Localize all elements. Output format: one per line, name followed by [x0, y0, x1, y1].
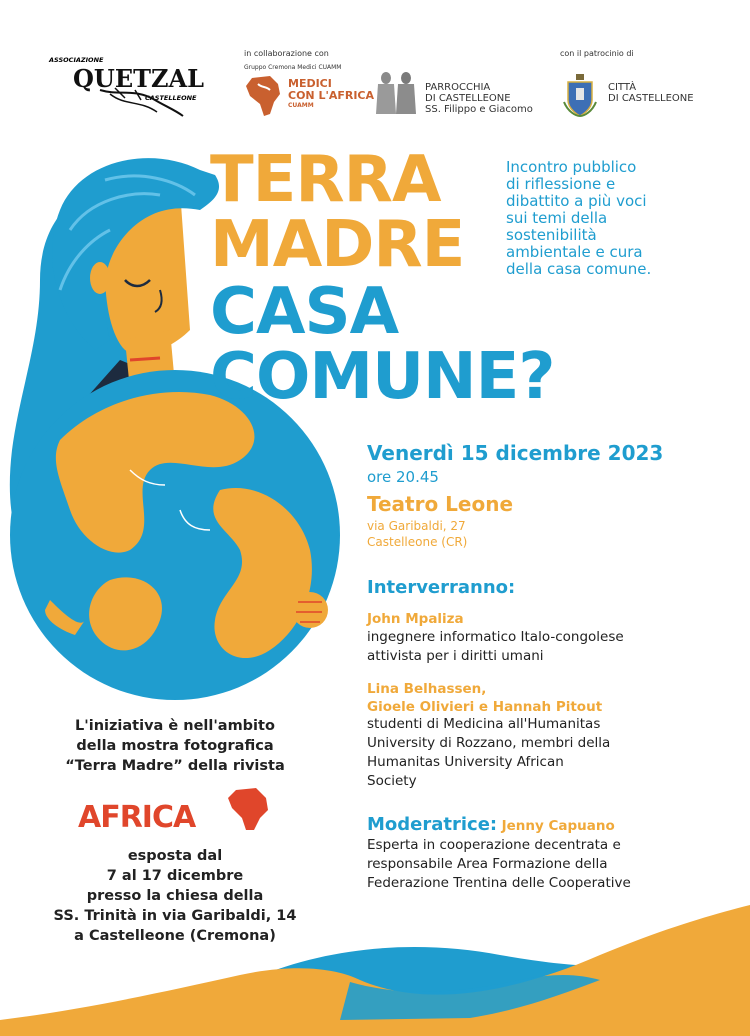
- address-line1: via Garibaldi, 27: [367, 519, 466, 533]
- parrocchia-line2: DI CASTELLEONE: [425, 93, 511, 104]
- subtitle-line: Incontro pubblico: [506, 158, 637, 176]
- event-date: Venerdì 15 dicembre 2023: [367, 441, 664, 465]
- speaker-desc: [367, 715, 610, 791]
- title-line2: MADRE: [210, 208, 465, 282]
- speaker-names-group: [367, 680, 602, 716]
- subtitle-line: di riflessione e: [506, 175, 616, 193]
- exhibit-details-line: SS. Trinità in via Garibaldi, 14: [53, 908, 297, 924]
- africa-magazine-name: AFRICA: [78, 800, 196, 835]
- subtitle-line: della casa comune.: [506, 260, 652, 278]
- africa-continent-icon: [228, 786, 272, 832]
- medici-group: Gruppo Cremona Medici CUAMM: [244, 64, 342, 71]
- citta-line2: DI CASTELLEONE: [608, 93, 694, 104]
- speaker-name: Lina Belhassen,: [367, 681, 487, 697]
- citta-line1: CITTÀ: [608, 82, 637, 93]
- address-line2: Castelleone (CR): [367, 535, 468, 549]
- exhibit-intro-line: L'iniziativa è nell'ambito: [75, 718, 275, 734]
- moderator-line: [367, 814, 615, 835]
- medici-logo-text: [288, 78, 374, 110]
- speaker-desc-line: studenti di Medicina all'Humanitas: [367, 716, 601, 732]
- bottom-waves: [0, 900, 750, 1036]
- title-line4: COMUNE?: [210, 340, 555, 414]
- subtitle-line: sui temi della: [506, 209, 608, 227]
- speaker-desc-line: attivista per i diritti umani: [367, 648, 544, 664]
- citta-text: [608, 82, 694, 104]
- africa-map-icon: [244, 74, 284, 118]
- logo-quetzal: [45, 56, 210, 120]
- quetzal-bottom: CASTELLEONE: [145, 94, 197, 102]
- parrocchia-text: [425, 82, 533, 115]
- subtitle-line: dibattito a più voci: [506, 192, 647, 210]
- speaker-desc-line: University di Rozzano, membri della: [367, 735, 611, 751]
- event-time: ore 20.45: [367, 468, 439, 486]
- quetzal-bird-icon: [95, 86, 185, 120]
- subtitle: [506, 159, 726, 278]
- exhibit-details-line: a Castelleone (Cremona): [74, 928, 276, 944]
- title-line3: CASA: [210, 275, 399, 349]
- exhibit-details-line: esposta dal: [127, 848, 223, 864]
- exhibit-details-line: presso la chiesa della: [86, 888, 264, 904]
- event-address: [367, 518, 467, 550]
- speakers-heading: Interverranno:: [367, 577, 516, 598]
- exhibit-details-line: 7 al 17 dicembre: [106, 868, 244, 884]
- medici-line1: MEDICI: [288, 77, 332, 90]
- medici-line3: CUAMM: [288, 102, 314, 109]
- speaker-name: John Mpaliza: [367, 611, 464, 627]
- patrocinio-label: con il patrocinio di: [560, 49, 634, 58]
- moderator-label: Moderatrice:: [367, 814, 498, 835]
- collab-label: in collaborazione con: [244, 49, 329, 58]
- quetzal-name: QUETZAL: [73, 64, 205, 93]
- quetzal-top: ASSOCIAZIONE: [49, 56, 104, 64]
- speaker-desc: [367, 628, 624, 666]
- parrocchia-line1: PARROCCHIA: [425, 82, 491, 93]
- subtitle-line: sostenibilità: [506, 226, 597, 244]
- saints-statue-icon: [374, 70, 418, 116]
- moderator-desc-line: Federazione Trentina delle Cooperative: [367, 875, 631, 891]
- subtitle-line: ambientale e cura: [506, 243, 643, 261]
- exhibit-intro-line: della mostra fotografica: [76, 738, 274, 754]
- medici-line2: CON L'AFRICA: [288, 89, 375, 102]
- exhibit-intro-line: “Terra Madre” della rivista: [65, 758, 285, 774]
- moderator-desc: [367, 836, 631, 893]
- moderator-name: Jenny Capuano: [501, 818, 615, 834]
- speaker-desc-line: Humanitas University African: [367, 754, 564, 770]
- africa-magazine-logo: [78, 786, 278, 836]
- parrocchia-line3: SS. Filippo e Giacomo: [425, 104, 533, 115]
- title-line1: TERRA: [210, 143, 441, 217]
- speaker-desc-line: Society: [367, 773, 417, 789]
- speaker-desc-line: ingegnere informatico Italo-congolese: [367, 629, 624, 645]
- moderator-desc-line: Esperta in cooperazione decentrata e: [367, 837, 621, 853]
- exhibit-intro: [40, 716, 310, 776]
- event-venue: Teatro Leone: [367, 492, 514, 516]
- city-crest-icon: [562, 72, 598, 118]
- moderator-desc-line: responsabile Area Formazione della: [367, 856, 608, 872]
- speaker-name: Gioele Olivieri e Hannah Pitout: [367, 699, 603, 715]
